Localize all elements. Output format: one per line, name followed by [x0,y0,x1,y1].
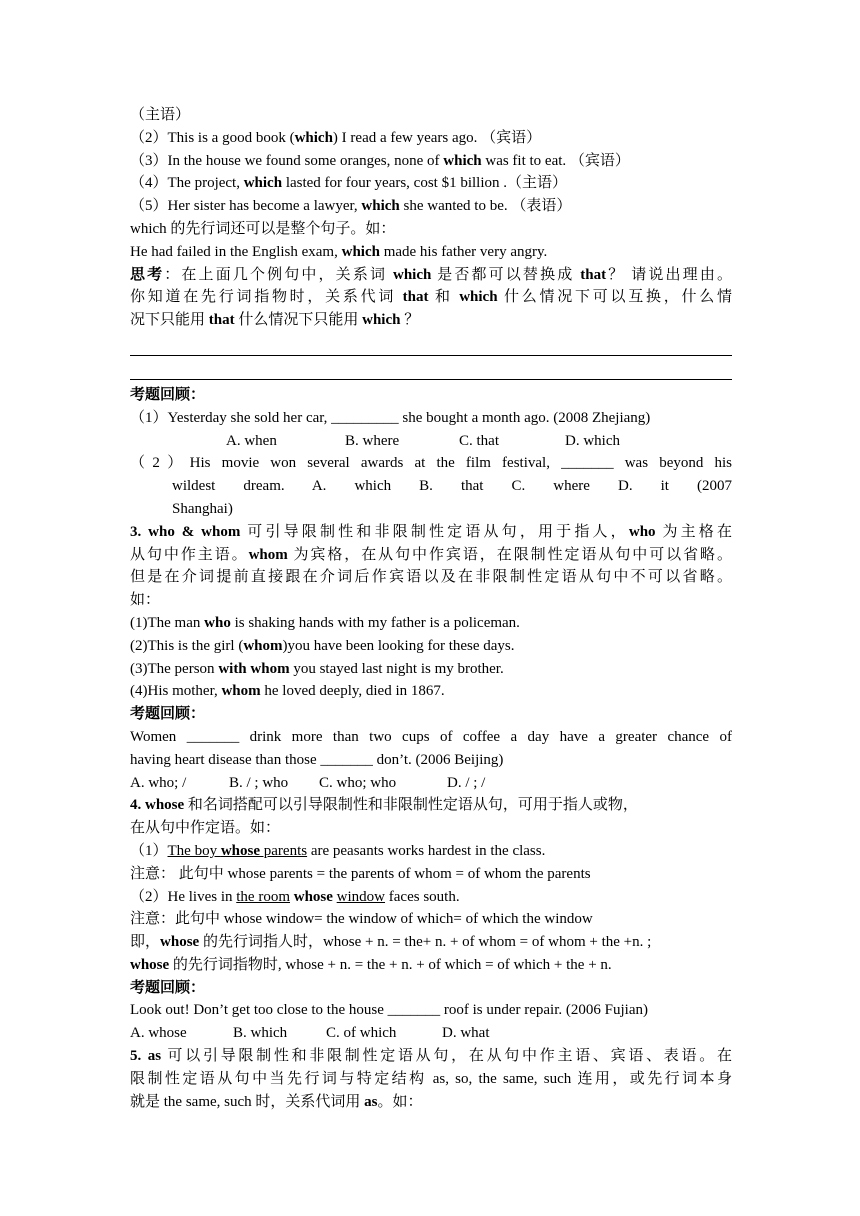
example-line [130,127,732,150]
text-span: which [393,266,432,283]
text-span: （4）The project, [130,175,244,192]
text-span: 的先行词指物时, whose + n. = the + n. + of which = of which + the + n. [169,956,612,973]
text-span: 你知道在先行词指物时，关系代词 [130,289,403,306]
text-span: Women _______ drink more than two cups of coffee a day have a greater chance of [130,728,732,745]
text-line [130,218,732,241]
text-span: as [364,1093,378,1110]
question-line [130,498,732,521]
text-span: parents [260,842,308,859]
section-line [130,1091,732,1114]
text-span: lasted for four years, cost $1 billion .（主语） [282,175,568,192]
text-span: the room [236,888,290,905]
text-span: whom [248,546,288,563]
text-span: is shaking hands with my father is a policeman. [230,614,520,631]
answer-line [130,356,732,380]
text-span: whose [160,934,200,951]
text-span: （2）He lives in [130,888,237,905]
options-line [130,430,732,453]
example-line [130,635,732,658]
question-line [130,749,732,772]
text-span: （2）This is a good book ( [130,129,295,146]
section-line [130,1068,732,1091]
example-line [130,886,732,909]
text-span: 即， [130,934,161,951]
text-span: 注意：此句中 whose window= the window of which= of which the window [130,911,593,928]
example-line [130,150,732,173]
option: C. who; who [319,774,397,791]
text-span: (3)The person [130,660,219,677]
text-span: which 的先行词还可以是整个句子。如： [130,220,396,237]
option: B. where [345,432,400,449]
text-span: （主语） [130,107,191,123]
text-span: 和名词搭配可以引导限制性和非限制性定语从句，可用于指人或物， [184,797,638,814]
section-line [130,566,732,589]
text-span: 。如： [377,1093,423,1110]
text-span: 思考 [130,266,165,283]
think-question [130,309,732,332]
text-span: 考题回顾： [130,386,206,403]
document-page [130,104,732,1113]
think-question [130,264,732,287]
section-line [130,521,732,544]
section-line [130,1045,732,1068]
text-span: 从句中作主语。 [130,546,249,563]
text-span: He had failed in the English exam, [130,243,342,260]
text-span: 考题回顾： [130,706,206,723]
text-span: 的先行词指人时，whose + n. = the+ n. + of whom = of whom + the +n. ; [199,934,652,951]
text-span: 考题回顾： [130,979,206,996]
text-span: which [243,175,283,192]
question-line [130,475,732,498]
text-span: which [294,129,333,146]
text-span: that [402,289,429,306]
think-question [130,286,732,309]
answer-line [130,332,732,356]
question-line [130,407,732,430]
example-line [130,840,732,863]
section-line [130,589,732,612]
example-line [130,612,732,635]
text-span: 况下只能用 [130,312,209,329]
note-line [130,954,732,977]
text-span: faces south. [385,888,460,905]
question-line [130,726,732,749]
text-span: which [362,312,401,329]
text-span: which [443,152,482,169]
text-span: （3）In the house we found some oranges, none of [130,152,444,169]
text-span: 什么情况下只能用 [234,312,363,329]
text-span: window [336,888,386,905]
text-span: whose [130,956,170,973]
text-span: 就是 the same, such 时，关系代词用 [130,1093,365,1110]
text-span: 3. who & whom [130,523,241,540]
text-span: was fit to eat. （宾语） [481,152,630,169]
review-heading [130,703,732,726]
text-span: )you have been looking for these days. [282,637,515,654]
text-span: （1） [130,842,168,859]
text-span: ？ 请说出理由。 [606,266,732,283]
text-span: whose [220,842,261,859]
section-line [130,794,732,817]
text-span: 在从句中作定语。如： [130,820,281,837]
text-span: made his father very angry. [379,243,548,260]
option: B. which [233,1025,288,1042]
text-span: whom [243,637,283,654]
text-span: he loved deeply, died in 1867. [260,683,445,700]
review-heading [130,977,732,1000]
text-span: that [580,266,607,283]
text-span: 可以引导限制性和非限制性定语从句，在从句中作主语、宾语、表语。在 [161,1048,732,1065]
text-span: which [341,243,380,260]
text-span: 可引导限制性和非限制性定语从句，用于指人， [240,523,629,540]
text-line [130,104,732,127]
text-span: (2)This is the girl ( [130,637,244,654]
text-span: 如： [130,592,161,609]
text-span: having heart disease than those _______ don’t. (2006 Beijing) [130,751,504,768]
option: D. which [565,432,620,449]
text-span: Look out! Don’t get too close to the house _______ roof is under repair. (2006 Fujian) [130,1002,648,1019]
text-span: （5）Her sister has become a lawyer, [130,198,362,215]
text-span: 4. whose [130,797,185,814]
text-span: ) I read a few years ago. （宾语） [332,129,542,146]
text-span: with whom [218,660,290,677]
text-span: are peasants works hardest in the class. [307,842,546,859]
example-line [130,680,732,703]
text-span: 为主格在 [655,523,732,540]
review-heading [130,384,732,407]
note-line [130,908,732,931]
text-span: who [204,614,231,631]
section-line [130,544,732,567]
text-span: whose [290,888,337,905]
text-span: 是否都可以替换成 [431,266,581,283]
option: D. what [442,1025,490,1042]
question-line [130,452,732,475]
options-line [130,1022,732,1045]
text-span: (1)The man [130,614,205,631]
note-line [130,931,732,954]
option: A. who; / [130,774,187,791]
note-line [130,863,732,886]
example-line [130,241,732,264]
text-span: (4)His mother, [130,683,222,700]
option: D. / ; / [447,774,486,791]
option: A. when [226,432,277,449]
text-span: 5. as [130,1048,162,1065]
option: B. / ; who [229,774,289,791]
text-span: 什么情况下可以互换，什么情 [497,289,732,306]
text-span: who [628,523,656,540]
text-span: which [459,289,498,306]
text-span: 限制性定语从句中当先行词与特定结构 as, so, the same, such 连用，或先行词本身 [130,1070,732,1087]
options-line [130,772,732,795]
text-span: that [208,312,235,329]
text-span: which [361,198,400,215]
example-line [130,172,732,195]
text-span: 注意： 此句中 whose parents = the parents of whom = of whom the parents [130,865,591,882]
option: C. of which [326,1025,397,1042]
question-line [130,999,732,1022]
text-span: Shanghai) [172,500,233,517]
text-span: ？ [400,312,420,329]
text-span: wildest dream. A. which B. that C. where D. it (2007 [172,478,732,495]
option: C. that [459,432,499,449]
text-span: you stayed last night is my brother. [289,660,504,677]
option: A. whose [130,1025,187,1042]
section-line [130,817,732,840]
text-span: whom [221,683,261,700]
example-line [130,658,732,681]
text-span: （2）His movie won several awards at the film festival, _______ was beyond his [130,455,732,472]
text-span: （1）Yesterday she sold her car, _________ she bought a month ago. (2008 Zhejiang) [130,409,651,426]
text-span: 为宾格，在从句中作宾语，在限制性定语从句中可以省略。 [287,546,732,563]
text-span: she wanted to be. （表语） [399,198,572,215]
example-line [130,195,732,218]
text-span: ：在上面几个例句中，关系词 [164,266,393,283]
text-span: The boy [167,842,221,859]
text-span: 但是在介词提前直接跟在介词后作宾语以及在非限制性定语从句中不可以省略。 [130,569,732,586]
text-span: 和 [428,289,460,306]
